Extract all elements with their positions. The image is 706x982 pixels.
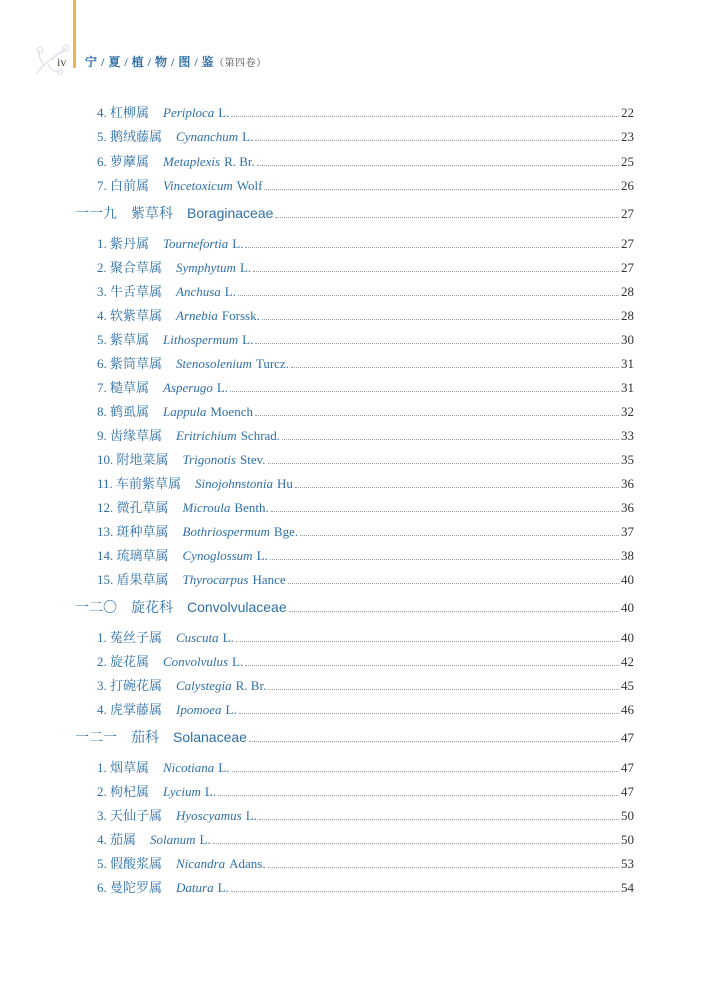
genus-label-cn: 5. 假酸浆属 [97, 856, 163, 871]
genus-author: L. [225, 702, 237, 717]
genus-label-cn: 3. 牛舌草属 [97, 284, 163, 299]
toc-family-entry[interactable] [75, 727, 634, 747]
genus-label-cn: 6. 紫筒草属 [97, 356, 163, 371]
genus-author: L. [218, 760, 230, 775]
genus-scientific-name: Thyrocarpus [182, 572, 249, 587]
genus-label-cn: 4. 杠柳属 [97, 105, 150, 120]
genus-label-cn: 14. 琉璃草属 [97, 548, 169, 563]
toc-genus-entry[interactable] [97, 473, 634, 492]
dot-leader [275, 216, 619, 218]
family-number: 一二〇 [75, 601, 117, 616]
genus-scientific-name: Eritrichium [176, 428, 237, 443]
genus-label-cn: 1. 紫丹属 [97, 236, 150, 251]
page-ref: 23 [621, 129, 634, 144]
dot-leader [257, 164, 619, 166]
toc-genus-entry[interactable] [97, 401, 634, 420]
genus-author: L. [232, 236, 244, 251]
dot-leader [288, 582, 619, 584]
page-ref: 25 [621, 154, 634, 169]
page-ref: 50 [621, 808, 634, 823]
book-title: 宁 / 夏 / 植 / 物 / 图 / 鉴 [85, 55, 215, 69]
genus-author: Stev. [239, 452, 266, 467]
genus-author: L. [216, 380, 229, 395]
genus-scientific-name: Convolvulus [163, 654, 229, 669]
dot-leader [236, 640, 619, 642]
page-ref: 40 [621, 600, 634, 615]
dot-leader [255, 342, 619, 344]
toc-genus-entry[interactable] [97, 699, 634, 718]
toc-family-entry[interactable] [75, 203, 634, 223]
genus-scientific-name: Cynoglossum [182, 548, 253, 563]
page-ref: 33 [621, 428, 634, 443]
page-ref: 46 [621, 702, 634, 717]
toc-genus-entry[interactable] [97, 569, 634, 588]
dot-leader [270, 558, 619, 560]
page-ref: 27 [621, 206, 634, 221]
page-ref: 53 [621, 856, 634, 871]
genus-label-cn: 11. 车前紫草属 [97, 476, 182, 491]
genus-author: Hance [252, 572, 286, 587]
dot-leader [231, 115, 619, 117]
genus-scientific-name: Stenosolenium [176, 356, 252, 371]
page-ref: 28 [621, 284, 634, 299]
dot-leader [255, 139, 619, 141]
toc-genus-entry[interactable] [97, 651, 634, 670]
toc-genus-entry[interactable] [97, 305, 634, 324]
genus-label-cn: 9. 齿缘草属 [97, 428, 163, 443]
genus-author: R. Br. [224, 154, 255, 169]
genus-scientific-name: Metaplexis [163, 154, 221, 169]
page-ref: 31 [621, 356, 634, 371]
family-name-cn: 紫草科 [131, 207, 173, 222]
genus-scientific-name: Solanum [150, 832, 196, 847]
dot-leader [239, 712, 619, 714]
genus-author: L. [232, 654, 244, 669]
floral-ornament-icon [30, 40, 74, 80]
page-ref: 40 [621, 572, 634, 587]
genus-label-cn: 1. 烟草属 [97, 760, 150, 775]
dot-leader [300, 534, 619, 536]
page-ref: 28 [621, 308, 634, 323]
genus-author: Adans. [229, 856, 266, 871]
toc-genus-entry[interactable] [97, 102, 634, 121]
toc-genus-entry[interactable] [97, 233, 634, 252]
toc-genus-entry[interactable] [97, 781, 634, 800]
dot-leader [268, 688, 619, 690]
genus-scientific-name: Nicandra [176, 856, 226, 871]
page-ref: 47 [621, 760, 634, 775]
genus-scientific-name: Tournefortia [163, 236, 229, 251]
genus-author: Wolf [236, 178, 263, 193]
page-ref: 22 [621, 105, 634, 120]
dot-leader [255, 414, 619, 416]
genus-author: L. [204, 784, 217, 799]
genus-scientific-name: Trigonotis [182, 452, 236, 467]
genus-scientific-name: Lappula [163, 404, 207, 419]
genus-label-cn: 2. 旋花属 [97, 654, 150, 669]
toc-genus-entry[interactable] [97, 353, 634, 372]
page-ref: 42 [621, 654, 634, 669]
genus-label-cn: 5. 紫草属 [97, 332, 150, 347]
genus-scientific-name: Cynanchum [176, 129, 239, 144]
family-name-latin: Solanaceae [173, 729, 247, 745]
volume-label: （第四卷） [214, 58, 267, 69]
genus-scientific-name: Lithospermum [163, 332, 239, 347]
page-ref: 54 [621, 880, 634, 895]
genus-author: L. [218, 105, 230, 120]
genus-author: L. [222, 630, 234, 645]
family-name-latin: Boraginaceae [187, 205, 274, 221]
genus-label-cn: 12. 微孔草属 [97, 500, 169, 515]
toc-genus-entry[interactable] [97, 545, 634, 564]
genus-scientific-name: Hyoscyamus [176, 808, 242, 823]
toc-genus-entry[interactable] [97, 257, 634, 276]
toc-genus-entry[interactable] [97, 853, 634, 872]
dot-leader [230, 390, 619, 392]
dot-leader [253, 270, 619, 272]
genus-author: Bge. [273, 524, 299, 539]
dot-leader [231, 890, 619, 892]
dot-leader [282, 438, 619, 440]
dot-leader [262, 318, 619, 320]
genus-scientific-name: Ipomoea [176, 702, 222, 717]
genus-author: Turcz. [255, 356, 289, 371]
page-ref: 26 [621, 178, 634, 193]
genus-author: L. [245, 808, 257, 823]
toc-genus-entry[interactable] [97, 175, 634, 194]
toc-genus-entry[interactable] [97, 829, 634, 848]
genus-label-cn: 4. 虎掌藤属 [97, 702, 163, 717]
family-name-latin: Convolvulaceae [187, 599, 287, 615]
genus-label-cn: 6. 萝藦属 [97, 154, 150, 169]
genus-label-cn: 3. 打碗花属 [97, 678, 163, 693]
page-ref: 36 [621, 476, 634, 491]
toc-genus-entry[interactable] [97, 151, 634, 170]
family-name-cn: 茄科 [131, 731, 159, 746]
genus-author: L. [242, 332, 254, 347]
dot-leader [232, 770, 620, 772]
genus-label-cn: 15. 盾果草属 [97, 572, 169, 587]
genus-label-cn: 7. 糙草属 [97, 380, 150, 395]
toc-family-entry[interactable] [75, 597, 634, 617]
dot-leader [264, 188, 619, 190]
genus-author: L. [242, 129, 254, 144]
dot-leader [213, 842, 619, 844]
genus-scientific-name: Nicotiana [163, 760, 215, 775]
dot-leader [295, 486, 619, 488]
dot-leader [245, 246, 619, 248]
page-number: iv [57, 55, 67, 69]
toc-genus-entry[interactable] [97, 877, 634, 896]
page-ref: 47 [621, 784, 634, 799]
page-ref: 45 [621, 678, 634, 693]
genus-scientific-name: Cuscuta [176, 630, 219, 645]
genus-scientific-name: Sinojohnstonia [195, 476, 274, 491]
toc-genus-entry[interactable] [97, 675, 634, 694]
genus-author: Moench [210, 404, 253, 419]
toc-genus-entry[interactable] [97, 497, 634, 516]
dot-leader [218, 794, 619, 796]
page-ref: 32 [621, 404, 634, 419]
genus-label-cn: 1. 菟丝子属 [97, 630, 163, 645]
genus-scientific-name: Symphytum [176, 260, 236, 275]
toc-genus-entry[interactable] [97, 627, 634, 646]
toc-genus-entry[interactable] [97, 281, 634, 300]
page-ref: 36 [621, 500, 634, 515]
family-name-cn: 旋花科 [131, 601, 173, 616]
dot-leader [271, 510, 619, 512]
family-number: 一一九 [75, 207, 117, 222]
dot-leader [249, 740, 619, 742]
toc-genus-entry[interactable] [97, 329, 634, 348]
genus-scientific-name: Asperugo [163, 380, 213, 395]
toc-genus-entry[interactable] [97, 126, 634, 145]
genus-scientific-name: Bothriospermum [182, 524, 270, 539]
genus-label-cn: 4. 软紫草属 [97, 308, 163, 323]
family-number: 一二一 [75, 731, 117, 746]
dot-leader [289, 610, 619, 612]
genus-scientific-name: Vincetoxicum [163, 178, 233, 193]
genus-label-cn: 8. 鹤虱属 [97, 404, 150, 419]
genus-label-cn: 3. 天仙子属 [97, 808, 163, 823]
page-ref: 47 [621, 730, 634, 745]
page-ref: 50 [621, 832, 634, 847]
page-ref: 40 [621, 630, 634, 645]
page-ref: 30 [621, 332, 634, 347]
toc-genus-entry[interactable] [97, 521, 634, 540]
genus-label-cn: 2. 枸杞属 [97, 784, 150, 799]
genus-scientific-name: Anchusa [176, 284, 221, 299]
genus-author: Benth. [234, 500, 269, 515]
dot-leader [245, 664, 619, 666]
genus-author: R. Br. [235, 678, 267, 693]
genus-scientific-name: Arnebia [176, 308, 218, 323]
genus-author: L. [239, 260, 252, 275]
genus-scientific-name: Periploca [163, 105, 215, 120]
genus-label-cn: 7. 白前属 [97, 178, 150, 193]
toc-genus-entry[interactable] [97, 425, 634, 444]
genus-scientific-name: Microula [182, 500, 231, 515]
genus-label-cn: 2. 聚合草属 [97, 260, 163, 275]
genus-author: L. [256, 548, 268, 563]
page-ref: 35 [621, 452, 634, 467]
dot-leader [291, 366, 619, 368]
genus-author: L. [224, 284, 236, 299]
genus-author: L. [217, 880, 229, 895]
genus-label-cn: 4. 茄属 [97, 832, 137, 847]
page-ref: 27 [621, 260, 634, 275]
genus-author: Hu [277, 476, 293, 491]
genus-author: L. [199, 832, 211, 847]
page-ref: 38 [621, 548, 634, 563]
dot-leader [268, 866, 619, 868]
genus-label-cn: 10. 附地菜属 [97, 452, 169, 467]
dot-leader [238, 294, 619, 296]
page-ref: 31 [621, 380, 634, 395]
page-ref: 37 [621, 524, 634, 539]
toc-genus-entry[interactable] [97, 377, 634, 396]
dot-leader [268, 462, 619, 464]
genus-author: Forssk. [221, 308, 260, 323]
running-header-title [85, 53, 267, 70]
genus-scientific-name: Datura [176, 880, 214, 895]
genus-author: Schrad. [240, 428, 281, 443]
page-ref: 27 [621, 236, 634, 251]
genus-label-cn: 5. 鹅绒藤属 [97, 129, 163, 144]
dot-leader [259, 818, 619, 820]
toc-genus-entry[interactable] [97, 805, 634, 824]
genus-scientific-name: Lycium [163, 784, 201, 799]
toc-genus-entry[interactable] [97, 449, 634, 468]
genus-label-cn: 13. 斑种草属 [97, 524, 169, 539]
toc-genus-entry[interactable] [97, 757, 634, 776]
genus-scientific-name: Calystegia [176, 678, 232, 693]
genus-label-cn: 6. 曼陀罗属 [97, 880, 163, 895]
